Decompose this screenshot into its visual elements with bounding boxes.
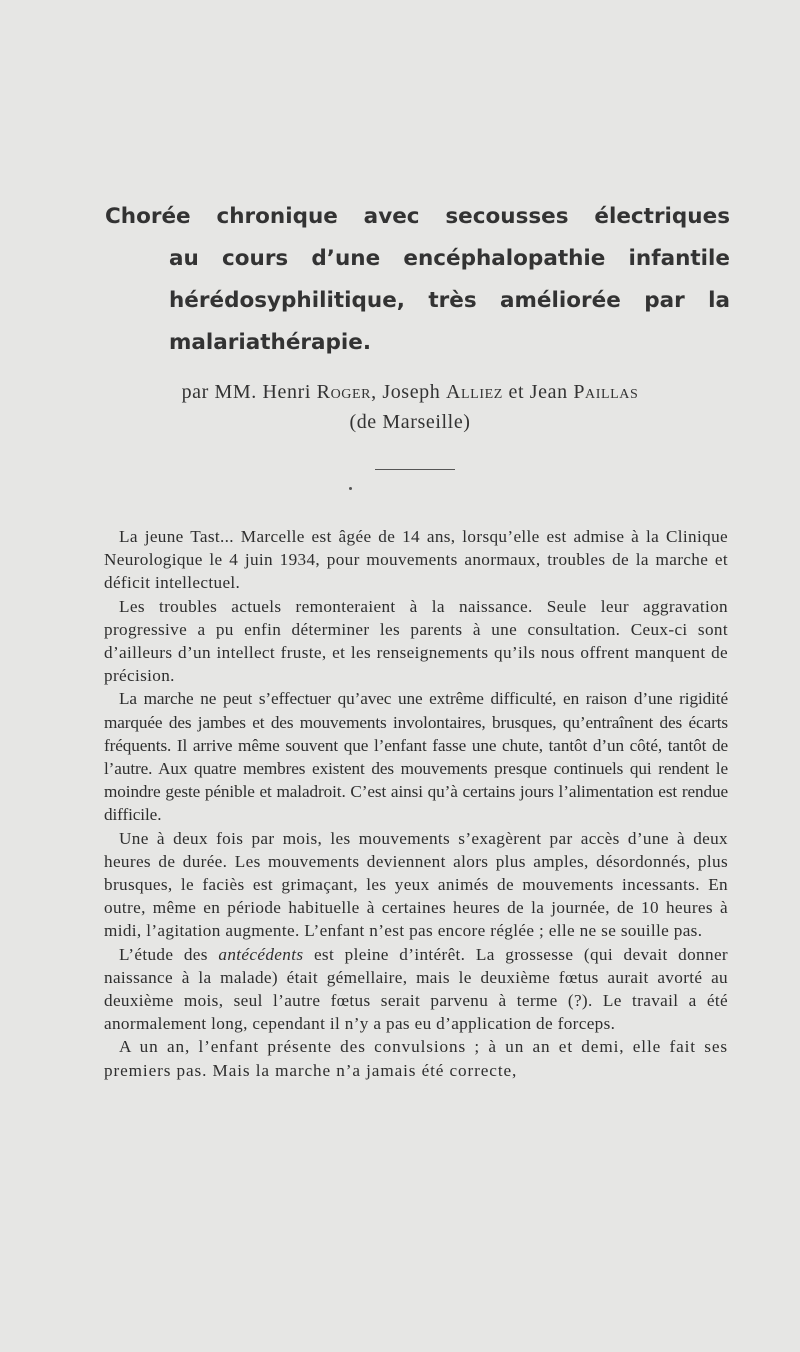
paragraph-2: Les troubles actuels remonteraient à la naissance. Seule leur aggravation progressive a pu enfin déterminer les parents à une consultation. Ceux-ci sont d’ailleurs d’un intellect fruste, et les renseignements qu’ils nous offrent manquent de précision. (104, 596, 728, 686)
paragraph-3: La marche ne peut s’effectuer qu’avec une extrême difficulté, en raison d’une rigidité marquée des jambes et des mouvements involontaires, brusques, qu’entraînent des écarts fréquents. Il arrive même souvent que l’enfant fasse une chute, tantôt d’un côté, tantôt de l’autre. Aux quatre membres existent des mouvements presque continuels qui rendent le moindre geste pénible et maladroit. C’est ainsi qu’à certains jours l’alimentation est rendue difficile. (104, 689, 728, 825)
title-line-4: malariathérapie. (169, 330, 372, 355)
article-title (105, 196, 730, 364)
paragraph-6: A un an, l’enfant présente des convulsions ; à un an et demi, elle fait ses premiers pas. Mais la marche n’a jamais été correcte, (104, 1037, 728, 1080)
paragraph-5-italic-term: antécédents (218, 944, 304, 964)
author-1-last: Roger (316, 381, 372, 403)
author-separator-comma: , (371, 381, 377, 403)
article-body (104, 525, 728, 1082)
author-1-first: Henri (262, 381, 312, 403)
title-line-3: hérédosyphilitique, très améliorée par la (169, 288, 730, 313)
author-separator-et: et (508, 381, 525, 403)
paragraph-5-text: est pleine d’intérêt. La grossesse (qui devait donner naissance à la malade) était gémellaire, mais le deuxième fœtus aurait avorté au deuxième mois, seul l’autre fœtus serait parvenu à terme (?). Le travail a été anormalement long, cependant il n’y a pas eu d’application de forceps. (104, 944, 728, 1034)
paragraph-5-intro: L’étude des (119, 944, 208, 964)
section-divider (375, 469, 455, 470)
paragraph-4: Une à deux fois par mois, les mouvements s’exagèrent par accès d’une à deux heures de durée. Les mouvements deviennent alors plus amples, désordonnés, plus brusques, le faciès est grimaçant, les yeux animés de mouvements incessants. En outre, même en période habituelle à certaines heures de la journée, de 10 heures à midi, l’agitation augmente. L’enfant n’est pas encore réglée ; elle ne se souille pas. (104, 828, 728, 941)
author-3-first: Jean (529, 381, 568, 403)
byline-prefix: par MM. (181, 381, 257, 403)
author-byline (90, 377, 730, 437)
author-3-last: Paillas (573, 381, 639, 403)
author-2-last: Alliez (445, 381, 503, 403)
print-speck (349, 487, 352, 490)
author-2-first: Joseph (382, 381, 441, 403)
author-names (90, 377, 730, 407)
paragraph-5 (104, 943, 728, 1036)
paragraph-1: La jeune Tast... Marcelle est âgée de 14 ans, lorsqu’elle est admise à la Clinique Neurologique le 4 juin 1934, pour mouvements anormaux, troubles de la marche et déficit intellectuel. (104, 527, 728, 593)
title-line-1: Chorée chronique avec secousses électriques (105, 204, 730, 229)
title-line-2: au cours d’une encéphalopathie infantile (169, 246, 730, 271)
author-location: (de Marseille) (349, 411, 471, 433)
